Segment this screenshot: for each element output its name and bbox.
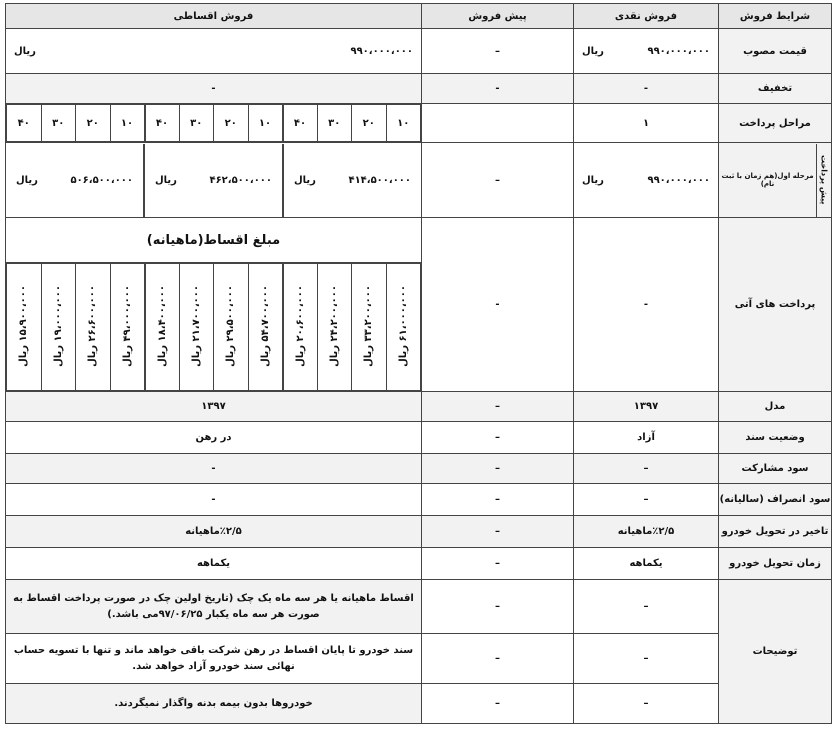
prepayment-presale: – <box>422 143 574 218</box>
discount-label: تخفیف <box>719 74 832 104</box>
approved-price-cash-unit: ریال <box>582 45 604 57</box>
delivery-time-cash: یکماهه <box>574 548 719 580</box>
cancel-profit-cash: – <box>574 484 719 516</box>
cancel-profit-presale: – <box>422 484 574 516</box>
monthly-cell <box>110 264 145 391</box>
header-presale: پیش فروش <box>422 4 574 29</box>
approved-price-inst-amount: ۹۹۰،۰۰۰،۰۰۰ <box>350 45 413 57</box>
payment-stages-row <box>6 104 832 143</box>
prepayment-group-amount: ۴۶۲،۵۰۰،۰۰۰ <box>209 174 272 186</box>
prepayment-group <box>6 144 143 217</box>
partnership-profit-row <box>6 454 832 484</box>
payment-stages-label: مراحل پرداخت <box>719 104 832 143</box>
delay-presale: – <box>422 516 574 548</box>
cancel-profit-label: سود انصراف (سالیانه) <box>719 484 832 516</box>
monthly-grid <box>6 263 421 391</box>
monthly-value: ۲۴،۲۰۰،۰۰۰ ریال <box>328 284 340 367</box>
notes-label: توضیحات <box>719 580 832 724</box>
payment-stages-presale <box>422 104 574 143</box>
note-text: خودروها بدون بیمه بدنه واگذار نمیگردند. <box>6 684 422 724</box>
partnership-profit-label: سود مشارکت <box>719 454 832 484</box>
doc-status-presale: – <box>422 422 574 454</box>
monthly-value: ۲۰،۶۰۰،۰۰۰ ریال <box>294 284 306 367</box>
monthly-value: ۲۹،۵۰۰،۰۰۰ ریال <box>225 284 237 367</box>
monthly-value: ۶۱،۰۰۰،۰۰۰ ریال <box>397 284 409 367</box>
prepayment-label: مرحله اول(هم زمان با ثبت نام) <box>721 172 814 188</box>
notes-cash: – <box>574 634 719 684</box>
partnership-profit-installment: - <box>6 454 422 484</box>
monthly-cell <box>352 264 387 391</box>
stage-cell: ۱۰ <box>386 105 421 142</box>
model-label: مدل <box>719 392 832 422</box>
stage-cell: ۳۰ <box>41 105 76 142</box>
stage-cell: ۴۰ <box>7 105 42 142</box>
prepayment-group <box>143 144 282 217</box>
monthly-cell <box>145 264 180 391</box>
model-presale: – <box>422 392 574 422</box>
monthly-cell <box>283 264 318 391</box>
partnership-profit-presale: – <box>422 454 574 484</box>
monthly-title: مبلغ اقساط(ماهیانه) <box>6 218 421 263</box>
monthly-value: ۳۳،۲۰۰،۰۰۰ ریال <box>363 284 375 367</box>
monthly-value: ۲۶،۶۰۰،۰۰۰ ریال <box>87 284 99 367</box>
approved-price-presale: – <box>422 29 574 74</box>
doc-status-installment: در رهن <box>6 422 422 454</box>
notes-presale: – <box>422 634 574 684</box>
stage-cell: ۱۰ <box>248 105 283 142</box>
cancel-profit-row <box>6 484 832 516</box>
stage-cell: ۳۰ <box>317 105 352 142</box>
notes-cash: – <box>574 684 719 724</box>
approved-price-row <box>6 29 832 74</box>
note-text: سند خودرو تا پایان اقساط در رهن شرکت باقی خواهد ماند و تنها با تسویه حساب نهائی سند خودرو آزاد خواهد شد. <box>6 634 422 684</box>
approved-price-cash-amount: ۹۹۰،۰۰۰،۰۰۰ <box>647 45 710 57</box>
monthly-value: ۱۵،۹۰۰،۰۰۰ ریال <box>18 284 30 367</box>
prepayment-group-amount: ۴۱۴،۵۰۰،۰۰۰ <box>348 174 411 186</box>
model-cash: ۱۳۹۷ <box>574 392 719 422</box>
delay-label: تاخیر در تحویل خودرو <box>719 516 832 548</box>
stage-cell: ۴۰ <box>145 105 180 142</box>
monthly-cell <box>248 264 283 391</box>
monthly-cell <box>76 264 111 391</box>
monthly-cell <box>41 264 76 391</box>
prepayment-groups <box>6 144 421 217</box>
stage-cell: ۲۰ <box>352 105 387 142</box>
doc-status-row <box>6 422 832 454</box>
monthly-value: ۵۴،۷۰۰،۰۰۰ ریال <box>259 284 271 367</box>
monthly-value: ۴۹،۰۰۰،۰۰۰ ریال <box>121 284 133 367</box>
stages-grid <box>6 104 421 142</box>
stage-cell: ۳۰ <box>179 105 214 142</box>
discount-cash: - <box>574 74 719 104</box>
monthly-cell <box>214 264 249 391</box>
monthly-cell <box>317 264 352 391</box>
notes-presale: – <box>422 580 574 634</box>
future-payments-label: پرداخت های آتی <box>719 218 832 392</box>
prepayment-row <box>6 143 832 218</box>
monthly-value: ۲۱،۷۰۰،۰۰۰ ریال <box>190 284 202 367</box>
cancel-profit-installment: - <box>6 484 422 516</box>
stage-cell: ۲۰ <box>214 105 249 142</box>
prepayment-group <box>282 144 421 217</box>
model-installment: ۱۳۹۷ <box>6 392 422 422</box>
prepayment-side-label: پیش پرداخت <box>819 155 829 205</box>
note-text: اقساط ماهیانه یا هر سه ماه یک چک (تاریخ اولین چک در صورت پرداخت اقساط به صورت هر سه ماه یکبار ۹۷/۰۶/۲۵می باشد.) <box>6 580 422 634</box>
prepayment-cash-unit: ریال <box>582 174 604 186</box>
prepayment-cash-amount: ۹۹۰،۰۰۰،۰۰۰ <box>647 174 710 186</box>
notes-row-3 <box>6 684 832 724</box>
discount-installment: - <box>6 74 422 104</box>
model-row <box>6 392 832 422</box>
future-payments-presale: - <box>422 218 574 392</box>
delivery-time-label: زمان تحویل خودرو <box>719 548 832 580</box>
delay-installment: ٪۲/۵ماهیانه <box>6 516 422 548</box>
discount-presale: - <box>422 74 574 104</box>
header-cash: فروش نقدی <box>574 4 719 29</box>
notes-cash: – <box>574 580 719 634</box>
notes-row-2 <box>6 634 832 684</box>
delivery-time-presale: – <box>422 548 574 580</box>
delay-row <box>6 516 832 548</box>
header-installment: فروش اقساطی <box>6 4 422 29</box>
monthly-value: ۱۸،۴۰۰،۰۰۰ ریال <box>156 284 168 367</box>
prepayment-group-unit: ریال <box>155 174 177 186</box>
doc-status-cash: آزاد <box>574 422 719 454</box>
header-row <box>6 4 832 29</box>
monthly-cell <box>386 264 421 391</box>
notes-row-1 <box>6 580 832 634</box>
payment-stages-cash: ۱ <box>574 104 719 143</box>
stage-cell: ۲۰ <box>76 105 111 142</box>
partnership-profit-cash: – <box>574 454 719 484</box>
header-conditions: شرایط فروش <box>719 4 832 29</box>
monthly-cell <box>179 264 214 391</box>
prepayment-group-unit: ریال <box>16 174 38 186</box>
approved-price-inst-unit: ریال <box>14 45 36 57</box>
delivery-time-installment: یکماهه <box>6 548 422 580</box>
stage-cell: ۱۰ <box>110 105 145 142</box>
discount-row <box>6 74 832 104</box>
monthly-cell <box>7 264 42 391</box>
delay-cash: ٪۲/۵ماهیانه <box>574 516 719 548</box>
sales-conditions-table <box>5 3 832 724</box>
stage-cell: ۴۰ <box>283 105 318 142</box>
prepayment-group-amount: ۵۰۶،۵۰۰،۰۰۰ <box>70 174 133 186</box>
future-payments-row <box>6 218 832 392</box>
notes-presale: – <box>422 684 574 724</box>
prepayment-group-unit: ریال <box>294 174 316 186</box>
doc-status-label: وضعیت سند <box>719 422 832 454</box>
delivery-time-row <box>6 548 832 580</box>
approved-price-label: قیمت مصوب <box>719 29 832 74</box>
monthly-value: ۱۹،۰۰۰،۰۰۰ ریال <box>52 284 64 367</box>
future-payments-cash: - <box>574 218 719 392</box>
